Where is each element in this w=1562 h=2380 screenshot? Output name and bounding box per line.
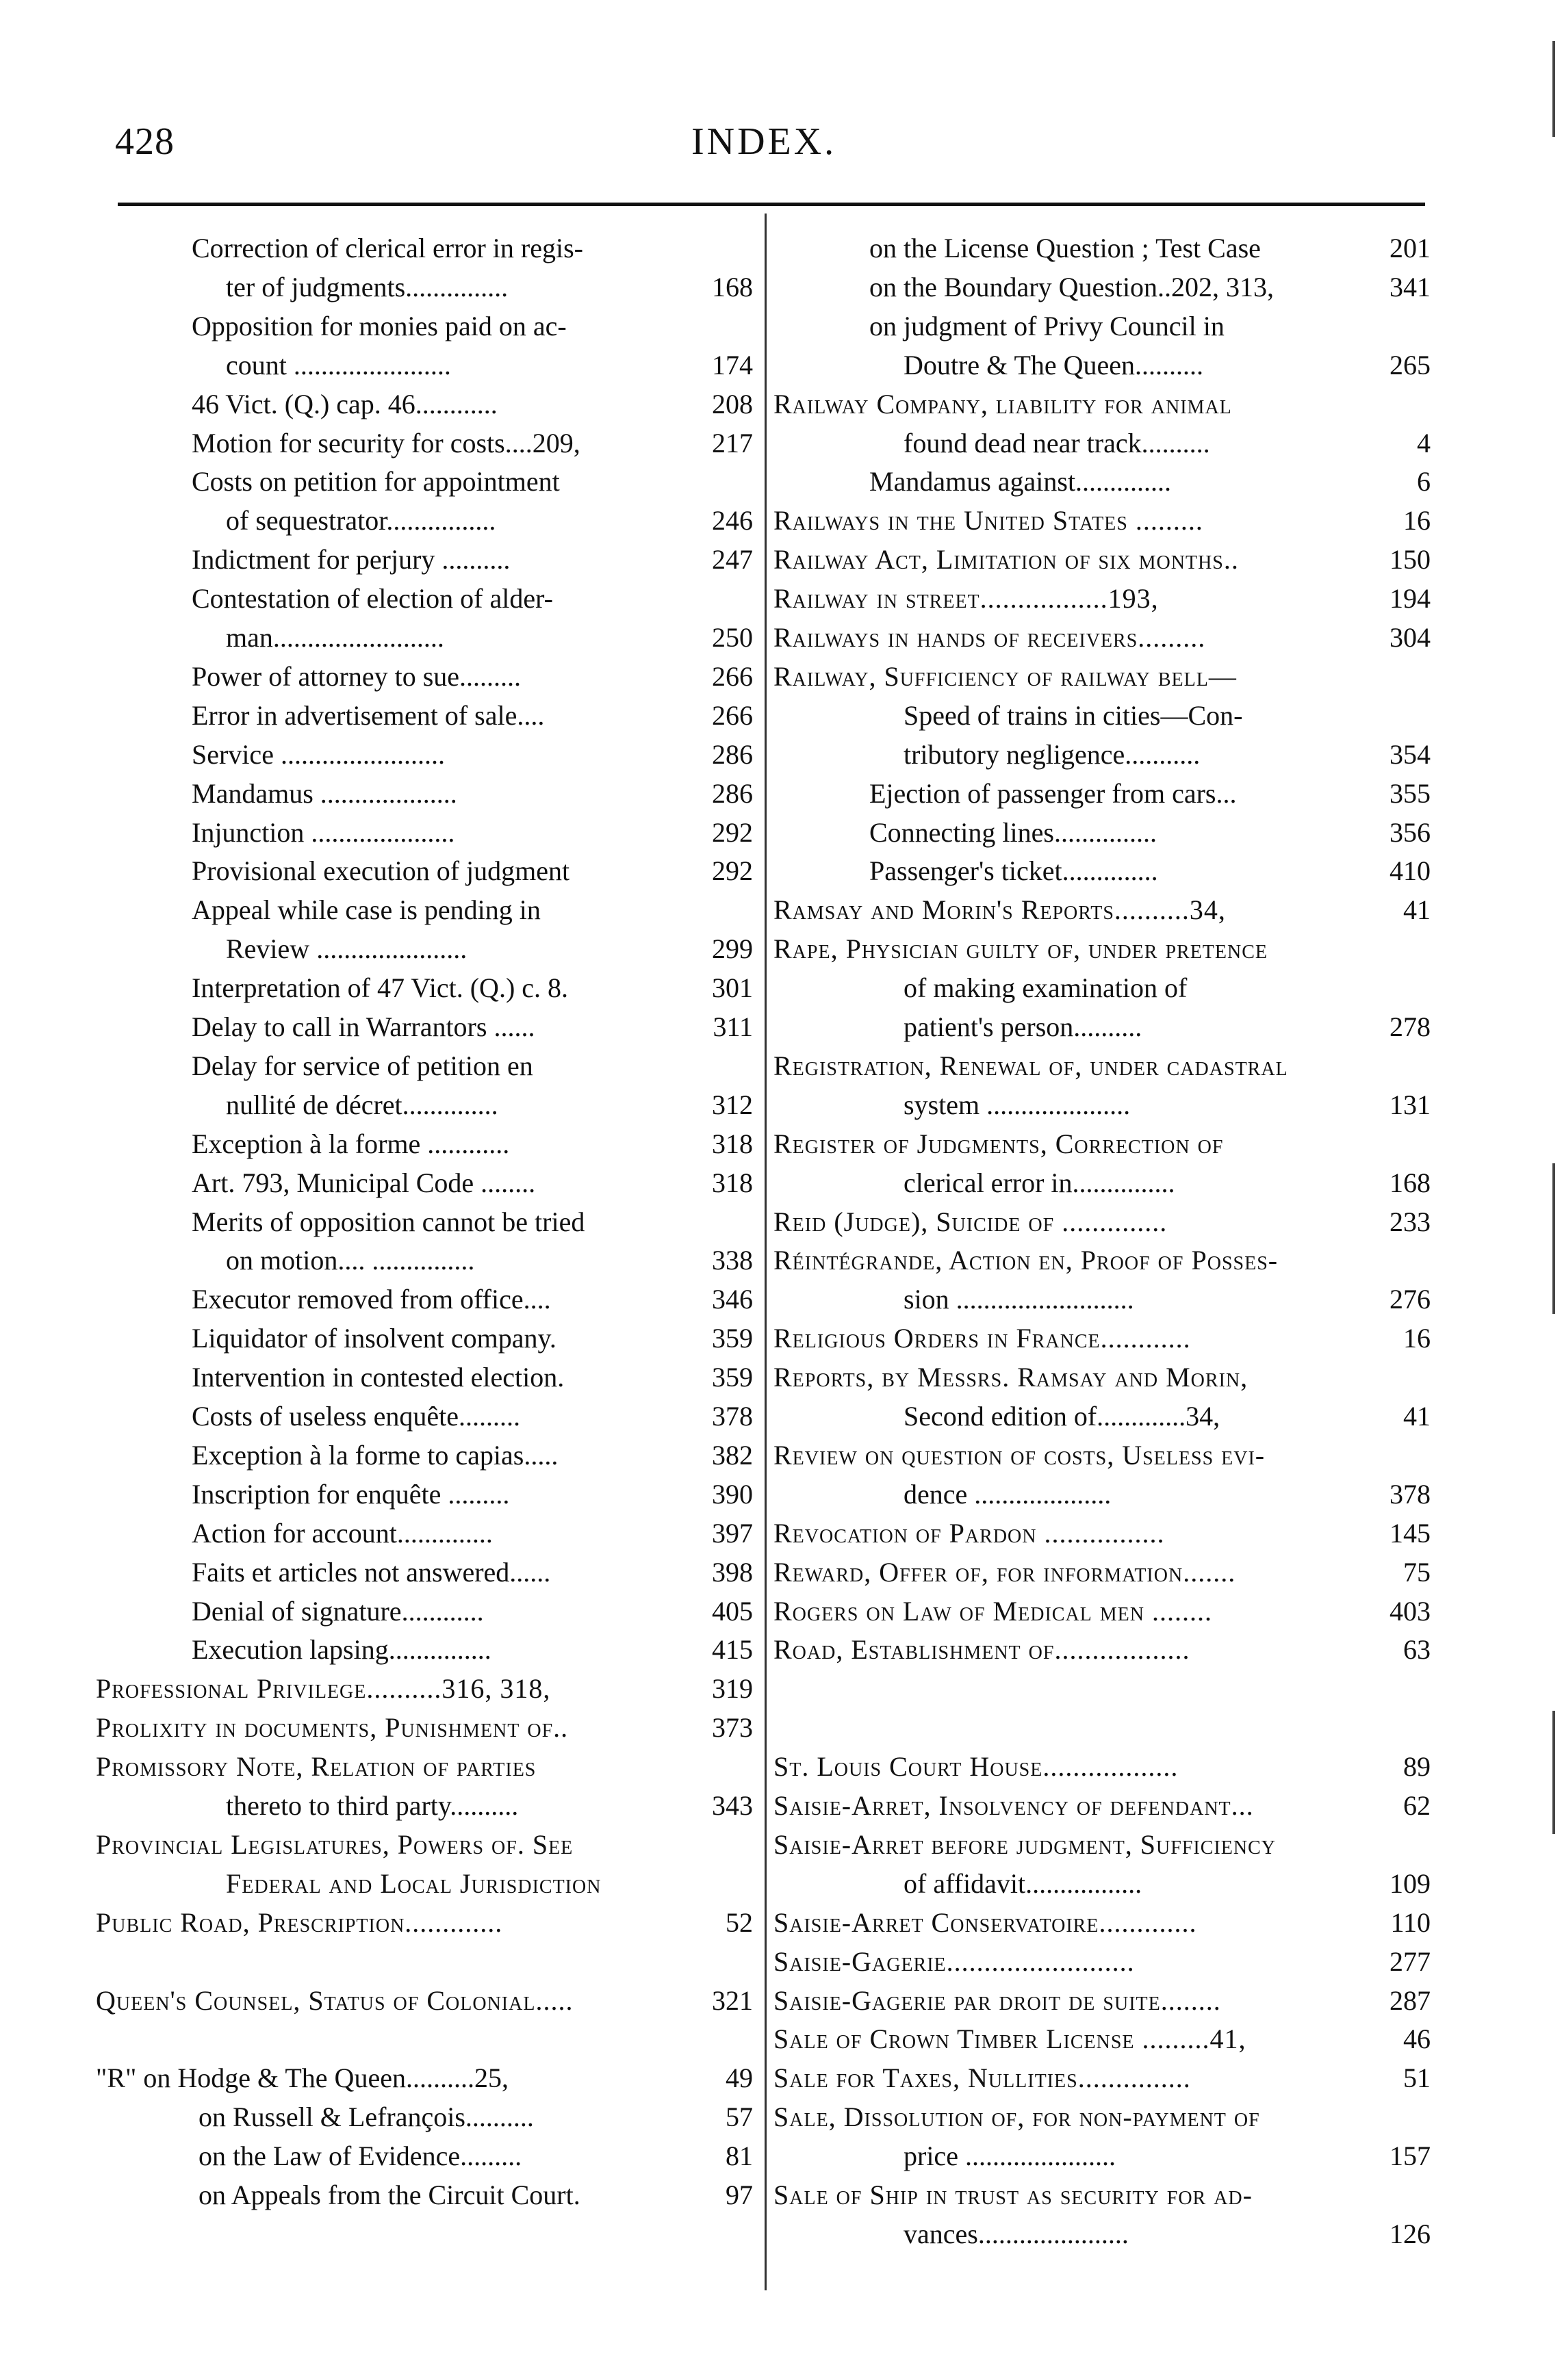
index-entry: [773, 1203, 1431, 1241]
index-entry: [96, 1086, 753, 1124]
entry-text: Rape, Physician guilty of, under pretence: [773, 933, 1268, 965]
index-entry: [96, 1358, 753, 1397]
column-divider: [765, 214, 767, 2290]
entry-text: ter of judgments...............: [226, 271, 509, 302]
index-entry: [773, 930, 1431, 968]
index-entry: [773, 1553, 1431, 1592]
index-entry: [96, 1125, 753, 1163]
entry-text: Provisional execution of judgment: [192, 855, 570, 887]
entry-page-number: 318: [712, 1167, 753, 1198]
entry-text: Merits of opposition cannot be tried: [192, 1206, 585, 1237]
entry-text: Ramsay and Morin's Reports..........34,: [773, 894, 1226, 926]
index-entry: [96, 736, 753, 774]
index-entry: [773, 1125, 1431, 1163]
index-entry: [96, 307, 753, 346]
entry-page-number: 250: [712, 622, 753, 653]
entry-text: Reward, Offer of, for information.......: [773, 1556, 1236, 1588]
index-entry: [773, 1592, 1431, 1631]
index-entry: [773, 1670, 1431, 1708]
entry-page-number: 174: [712, 349, 753, 380]
entry-text: Injunction .....................: [192, 816, 455, 848]
entry-text: Exception à la forme ............: [192, 1128, 510, 1159]
entry-page-number: 63: [1403, 1634, 1431, 1666]
entry-text: Sale of Ship in trust as security for ad-: [773, 2179, 1253, 2210]
entry-page-number: 247: [712, 544, 753, 575]
index-entry: [96, 2137, 753, 2175]
entry-text: Appeal while case is pending in: [192, 894, 541, 926]
entry-page-number: 265: [1390, 349, 1431, 380]
entry-text: on the Law of Evidence.........: [199, 2140, 522, 2172]
index-entry: [96, 1280, 753, 1319]
entry-page-number: 168: [1390, 1167, 1431, 1198]
page-number: 428: [115, 120, 175, 163]
entry-text: Delay for service of petition en: [192, 1050, 533, 1081]
entry-text: Mandamus against..............: [869, 466, 1172, 497]
entry-text: "R" on Hodge & The Queen..........25,: [96, 2062, 509, 2094]
entry-text: Railway Company, liability for animal: [773, 388, 1232, 419]
entry-text: Professional Privilege..........316, 318,: [96, 1673, 551, 1705]
entry-page-number: 145: [1390, 1517, 1431, 1549]
index-entry: [96, 1203, 753, 1241]
index-entry: [773, 697, 1431, 735]
index-entry: [96, 1709, 753, 1747]
entry-page-number: 359: [712, 1323, 753, 1354]
entry-page-number: 373: [712, 1712, 753, 1744]
entry-text: Reid (Judge), Suicide of ..............: [773, 1206, 1168, 1237]
index-entry: [773, 580, 1431, 618]
entry-text: Motion for security for costs....209,: [192, 427, 580, 458]
entry-text: Intervention in contested election.: [192, 1362, 565, 1393]
index-entry: [773, 1631, 1431, 1669]
entry-text: Power of attorney to sue.........: [192, 660, 522, 692]
index-entry: [96, 1982, 753, 2020]
entry-page-number: 217: [712, 427, 753, 458]
index-entry: [96, 229, 753, 268]
entry-text: Sale, Dissolution of, for non-payment of: [773, 2101, 1260, 2133]
index-entry: [773, 1397, 1431, 1436]
index-entry: [773, 775, 1431, 813]
entry-text: Registration, Renewal of, under cadastral: [773, 1050, 1288, 1081]
entry-page-number: 338: [712, 1245, 753, 1276]
entry-page-number: 286: [712, 777, 753, 809]
index-entry: [773, 1982, 1431, 2020]
index-entry: [96, 2059, 753, 2097]
entry-text: on judgment of Privy Council in: [869, 310, 1225, 341]
index-entry: [773, 385, 1431, 424]
entry-page-number: 62: [1403, 1790, 1431, 1821]
entry-page-number: 233: [1390, 1206, 1431, 1237]
index-entry: [96, 424, 753, 463]
entry-page-number: 378: [712, 1401, 753, 1432]
entry-page-number: 6: [1417, 466, 1431, 497]
index-entry: [773, 2215, 1431, 2253]
index-entry: [773, 619, 1431, 657]
entry-page-number: 276: [1390, 1284, 1431, 1315]
index-entry: [773, 1319, 1431, 1358]
entry-text: Interpretation of 47 Vict. (Q.) c. 8.: [192, 972, 569, 1004]
index-entry: [773, 1280, 1431, 1319]
index-entry: [773, 736, 1431, 774]
entry-text: Opposition for monies paid on ac-: [192, 310, 567, 341]
entry-page-number: 355: [1390, 777, 1431, 809]
entry-text: on Appeals from the Circuit Court.: [199, 2179, 580, 2210]
entry-page-number: 49: [726, 2062, 753, 2094]
entry-page-number: 52: [726, 1906, 753, 1938]
entry-text: found dead near track..........: [904, 427, 1210, 458]
entry-text: Execution lapsing...............: [192, 1634, 491, 1666]
entry-text: Connecting lines...............: [869, 816, 1157, 848]
entry-text: Executor removed from office....: [192, 1284, 551, 1315]
entry-text: count .......................: [226, 349, 451, 380]
entry-text: Speed of trains in cities—Con-: [904, 699, 1243, 731]
index-entry: [96, 1670, 753, 1708]
entry-text: Saisie-Arret, Insolvency of defendant...: [773, 1790, 1254, 1821]
page-edge-mark: [1552, 1711, 1555, 1834]
index-entry: [96, 1787, 753, 1825]
entry-text: Provincial Legislatures, Powers of. See: [96, 1828, 574, 1860]
index-entry: [96, 1865, 753, 1903]
entry-page-number: 51: [1403, 2062, 1431, 2094]
entry-text: Promissory Note, Relation of parties: [96, 1751, 537, 1783]
entry-page-number: 321: [712, 1984, 753, 2016]
entry-text: Saisie-Arret before judgment, Sufficiency: [773, 1828, 1276, 1860]
entry-page-number: 318: [712, 1128, 753, 1159]
index-entry: [96, 1553, 753, 1592]
entry-page-number: 312: [712, 1089, 753, 1120]
index-entry: [96, 969, 753, 1007]
entry-text: on the License Question ; Test Case: [869, 233, 1261, 263]
entry-text: Religious Orders in France............: [773, 1323, 1191, 1354]
index-entry: [96, 1748, 753, 1786]
index-entry: [96, 697, 753, 735]
index-entry: [96, 891, 753, 929]
entry-text: Saisie-Arret Conservatoire.............: [773, 1906, 1197, 1938]
index-entry: [773, 541, 1431, 579]
entry-page-number: 41: [1403, 1401, 1431, 1432]
entry-page-number: 378: [1390, 1478, 1431, 1510]
entry-text: on the Boundary Question..202, 313,: [869, 271, 1275, 302]
index-entry: [96, 1008, 753, 1046]
index-entry: [96, 930, 753, 968]
entry-text: Railway in street.................193,: [773, 583, 1159, 615]
entry-text: Réintégrande, Action en, Proof of Posses-: [773, 1245, 1279, 1276]
entry-text: Queen's Counsel, Status of Colonial.....: [96, 1984, 574, 2016]
entry-page-number: 390: [712, 1478, 753, 1510]
entry-page-number: 304: [1390, 622, 1431, 653]
index-entry: [773, 1164, 1431, 1202]
index-entry: [773, 2098, 1431, 2136]
index-entry: [96, 346, 753, 385]
entry-text: Action for account..............: [192, 1517, 493, 1549]
entry-page-number: 341: [1390, 271, 1431, 302]
index-entry: [773, 229, 1431, 268]
index-entry: [773, 268, 1431, 307]
index-entry: [96, 580, 753, 618]
entry-text: on motion.... ...............: [226, 1245, 475, 1276]
entry-text: sion ..........................: [904, 1284, 1134, 1315]
index-entry: [773, 658, 1431, 696]
entry-text: Costs of useless enquête.........: [192, 1401, 520, 1432]
index-entry: [773, 1709, 1431, 1747]
entry-page-number: 16: [1403, 505, 1431, 536]
entry-page-number: 405: [712, 1595, 753, 1627]
index-entry: [773, 1943, 1431, 1981]
entry-page-number: 150: [1390, 544, 1431, 575]
page-edge-mark: [1552, 1163, 1555, 1314]
entry-page-number: 343: [712, 1790, 753, 1821]
index-entry: [96, 1904, 753, 1942]
entry-text: nullité de décret..............: [226, 1089, 498, 1120]
index-entry: [96, 1397, 753, 1436]
entry-text: 46 Vict. (Q.) cap. 46............: [192, 388, 498, 419]
entry-text: system .....................: [904, 1089, 1131, 1120]
index-entry: [773, 424, 1431, 463]
index-entry: [96, 2176, 753, 2214]
entry-text: Indictment for perjury ..........: [192, 544, 511, 575]
entry-page-number: 246: [712, 505, 753, 536]
entry-text: Ejection of passenger from cars...: [869, 777, 1237, 809]
entry-text: patient's person..........: [904, 1011, 1142, 1042]
entry-text: Reports, by Messrs. Ramsay and Morin,: [773, 1362, 1249, 1393]
entry-page-number: 266: [712, 699, 753, 731]
entry-text: Federal and Local Jurisdiction: [226, 1867, 602, 1899]
entry-text: Railway Act, Limitation of six months..: [773, 544, 1239, 575]
index-entry: [773, 1241, 1431, 1280]
index-entry: [96, 1631, 753, 1669]
entry-text: clerical error in...............: [904, 1167, 1175, 1198]
entry-text: Saisie-Gagerie par droit de suite........: [773, 1984, 1221, 2016]
entry-page-number: 292: [712, 855, 753, 887]
index-entry: [96, 385, 753, 424]
index-entry: [96, 463, 753, 501]
entry-page-number: 382: [712, 1439, 753, 1471]
entry-page-number: 403: [1390, 1595, 1431, 1627]
index-entry: [773, 346, 1431, 385]
entry-page-number: 75: [1403, 1556, 1431, 1588]
index-entry: [96, 1475, 753, 1514]
entry-text: Exception à la forme to capias.....: [192, 1439, 559, 1471]
entry-page-number: 346: [712, 1284, 753, 1315]
entry-page-number: 194: [1390, 583, 1431, 615]
index-entry: [96, 775, 753, 813]
entry-text: Road, Establishment of..................: [773, 1634, 1190, 1666]
index-entry: [773, 1787, 1431, 1825]
entry-page-number: 286: [712, 738, 753, 770]
entry-text: of sequestrator................: [226, 505, 496, 536]
index-entry: [96, 1319, 753, 1358]
index-entry: [96, 1514, 753, 1553]
index-entry: [773, 502, 1431, 540]
entry-text: Mandamus ....................: [192, 777, 457, 809]
entry-text: Costs on petition for appointment: [192, 466, 560, 497]
entry-text: Inscription for enquête .........: [192, 1478, 510, 1510]
entry-page-number: 287: [1390, 1984, 1431, 2016]
entry-text: Doutre & The Queen..........: [904, 349, 1204, 380]
entry-page-number: 16: [1403, 1323, 1431, 1354]
entry-page-number: 126: [1390, 2218, 1431, 2249]
page-title: INDEX.: [691, 120, 837, 163]
header-rule: [118, 203, 1425, 206]
index-entry: [96, 1826, 753, 1864]
entry-page-number: 359: [712, 1362, 753, 1393]
index-entry: [96, 1047, 753, 1085]
entry-page-number: 311: [713, 1011, 753, 1042]
entry-page-number: 81: [726, 2140, 753, 2172]
index-entry: [773, 1826, 1431, 1864]
entry-page-number: 208: [712, 388, 753, 419]
entry-text: Liquidator of insolvent company.: [192, 1323, 556, 1354]
index-entry: [773, 969, 1431, 1007]
entry-text: of making examination of: [904, 972, 1188, 1004]
entry-text: Railways in the United States .........: [773, 505, 1203, 536]
entry-text: Error in advertisement of sale....: [192, 699, 545, 731]
entry-text: St. Louis Court House..................: [773, 1751, 1179, 1783]
entry-text: Rogers on Law of Medical men ........: [773, 1595, 1212, 1627]
index-entry: [96, 814, 753, 852]
entry-page-number: 410: [1390, 855, 1431, 887]
entry-text: dence ....................: [904, 1478, 1112, 1510]
entry-text: Saisie-Gagerie.........................: [773, 1945, 1135, 1977]
entry-text: Prolixity in documents, Punishment of..: [96, 1712, 569, 1744]
entry-page-number: 398: [712, 1556, 753, 1588]
index-entry: [773, 1008, 1431, 1046]
entry-text: Delay to call in Warrantors ......: [192, 1011, 535, 1042]
index-entry: [773, 1865, 1431, 1903]
index-entry: [773, 1514, 1431, 1553]
index-entry: [773, 814, 1431, 852]
index-entry: [96, 2098, 753, 2136]
entry-text: thereto to third party..........: [226, 1790, 519, 1821]
entry-text: tributory negligence...........: [904, 738, 1201, 770]
entry-text: man.........................: [226, 622, 444, 653]
entry-page-number: 277: [1390, 1945, 1431, 1977]
index-entry: [773, 1436, 1431, 1475]
index-entry: [96, 502, 753, 540]
entry-text: Denial of signature............: [192, 1595, 484, 1627]
entry-page-number: 354: [1390, 738, 1431, 770]
entry-page-number: 4: [1417, 427, 1431, 458]
entry-text: Correction of clerical error in regis-: [192, 233, 583, 263]
entry-page-number: 319: [712, 1673, 753, 1705]
entry-page-number: 109: [1390, 1867, 1431, 1899]
entry-page-number: 89: [1403, 1751, 1431, 1783]
index-entry: [773, 2137, 1431, 2175]
entry-text: Railway, Sufficiency of railway bell—: [773, 660, 1237, 692]
index-entry: [96, 1592, 753, 1631]
index-entry: [96, 1164, 753, 1202]
index-entry: [96, 619, 753, 657]
entry-page-number: 168: [712, 271, 753, 302]
entry-text: Service ........................: [192, 738, 445, 770]
entry-text: on Russell & Lefrançois..........: [199, 2101, 534, 2133]
entry-page-number: 299: [712, 933, 753, 965]
entry-page-number: 278: [1390, 1011, 1431, 1042]
index-entry: [773, 1358, 1431, 1397]
index-entry: [773, 1748, 1431, 1786]
index-entry: [96, 268, 753, 307]
entry-page-number: 110: [1390, 1906, 1431, 1938]
entry-page-number: 266: [712, 660, 753, 692]
index-entry: [773, 1475, 1431, 1514]
index-entry: [773, 463, 1431, 501]
entry-text: Art. 793, Municipal Code ........: [192, 1167, 536, 1198]
index-entry: [773, 1086, 1431, 1124]
index-entry: [773, 2020, 1431, 2058]
index-entry: [773, 852, 1431, 890]
entry-page-number: 97: [726, 2179, 753, 2210]
entry-text: of affidavit.................: [904, 1867, 1142, 1899]
index-entry: [96, 1943, 753, 1981]
entry-page-number: 157: [1390, 2140, 1431, 2172]
index-entry: [773, 891, 1431, 929]
entry-page-number: 415: [712, 1634, 753, 1666]
entry-text: Review ......................: [226, 933, 468, 965]
entry-page-number: 292: [712, 816, 753, 848]
entry-page-number: 57: [726, 2101, 753, 2133]
entry-page-number: 397: [712, 1517, 753, 1549]
entry-text: Sale of Crown Timber License .........41,: [773, 2023, 1246, 2055]
entry-text: vances......................: [904, 2218, 1129, 2249]
entry-page-number: 131: [1390, 1089, 1431, 1120]
index-entry: [773, 1904, 1431, 1942]
entry-text: Railways in hands of receivers.........: [773, 622, 1206, 653]
entry-page-number: 201: [1390, 233, 1431, 263]
entry-text: Second edition of.............34,: [904, 1401, 1220, 1432]
index-entry: [96, 1436, 753, 1475]
entry-text: Revocation of Pardon ................: [773, 1517, 1165, 1549]
entry-page-number: 41: [1403, 894, 1431, 926]
entry-text: price ......................: [904, 2140, 1116, 2172]
index-entry: [96, 658, 753, 696]
entry-text: Sale for Taxes, Nullities...............: [773, 2062, 1191, 2094]
entry-page-number: 46: [1403, 2023, 1431, 2055]
index-entry: [773, 307, 1431, 346]
index-entry: [773, 2059, 1431, 2097]
entry-text: Register of Judgments, Correction of: [773, 1128, 1224, 1159]
index-entry: [96, 852, 753, 890]
entry-text: Public Road, Prescription.............: [96, 1906, 503, 1938]
entry-page-number: 356: [1390, 816, 1431, 848]
entry-page-number: 301: [712, 972, 753, 1004]
page-edge-mark: [1552, 41, 1555, 137]
index-entry: [773, 2176, 1431, 2214]
index-entry: [96, 541, 753, 579]
index-entry: [773, 1047, 1431, 1085]
entry-text: Contestation of election of alder-: [192, 583, 553, 615]
index-entry: [96, 2020, 753, 2058]
index-entry: [96, 1241, 753, 1280]
entry-text: Passenger's ticket..............: [869, 855, 1158, 887]
entry-text: Faits et articles not answered......: [192, 1556, 551, 1588]
entry-text: Review on question of costs, Useless evi-: [773, 1439, 1266, 1471]
